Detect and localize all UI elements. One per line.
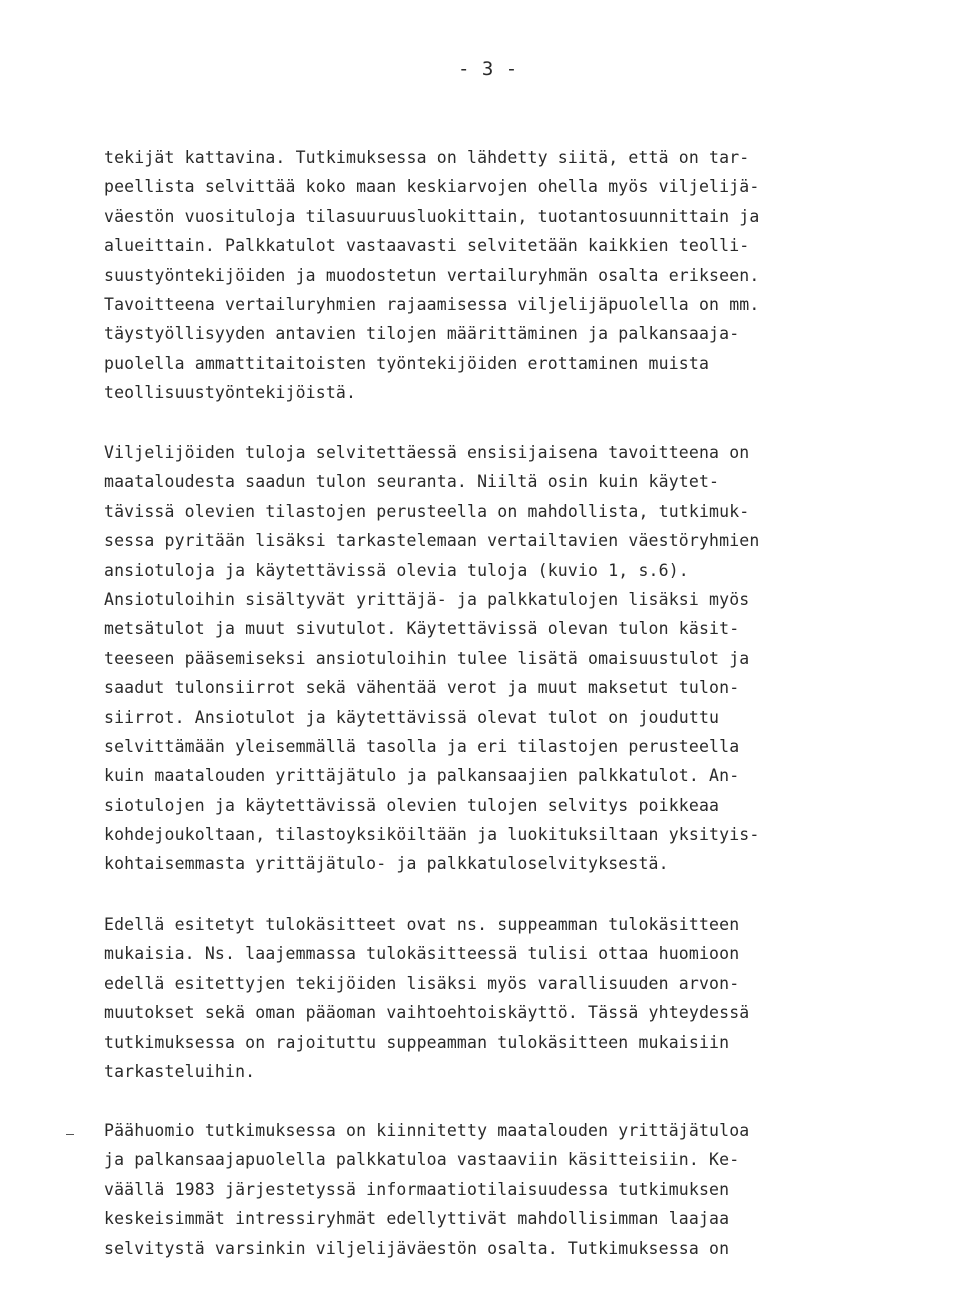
text-line: selvitystä varsinkin viljelijäväestön osalta. Tutkimuksessa on [104,1238,730,1258]
text-line: keskeisimmät intressiryhmät edellyttivät mahdollisimman laajaa [104,1209,730,1229]
text-line: tekijät kattavina. Tutkimuksessa on lähdetty siitä, että on tar- [104,148,750,167]
paragraph-2 [104,438,759,879]
text-line: tutkimuksessa on rajoituttu suppeamman tulokäsitteen mukaisiin [104,1032,730,1052]
text-line: Edellä esitetyt tulokäsitteet ovat ns. suppeamman tulokäsitteen [104,915,740,934]
text-line: peellista selvittää koko maan keskiarvojen ohella myös viljelijä- [104,177,760,197]
text-line: mukaisia. Ns. laajemmassa tulokäsitteessä tulisi ottaa huomioon [104,944,740,964]
text-line: siirrot. Ansiotulot ja käytettävissä olevat tulot on jouduttu [104,707,720,727]
paragraph-3 [104,910,749,1086]
text-line: väestön vuosituloja tilasuuruusluokittain, tuotantosuunnittain ja [104,206,760,226]
text-line: Tavoitteena vertailuryhmien rajaamisessa viljelijäpuolella on mm. [104,294,760,314]
text-line: teollisuustyöntekijöistä. [104,383,357,403]
text-line: täystyöllisyyden antavien tilojen määrittäminen ja palkansaaja- [104,324,740,344]
text-line: kuin maatalouden yrittäjätulo ja palkansaajien palkkatulot. An- [104,766,740,786]
text-line: maataloudesta saadun tulon seuranta. Niiltä osin kuin käytet- [104,472,720,492]
text-line: tävissä olevien tilastojen perusteella on mahdollista, tutkimuk- [104,501,750,521]
text-line: alueittain. Palkkatulot vastaavasti selvitetään kaikkien teolli- [104,236,750,256]
text-line: muutokset sekä oman pääoman vaihtoehtoiskäyttö. Tässä yhteydessä [104,1003,750,1023]
text-line: tarkasteluihin. [104,1061,256,1081]
text-line: Viljelijöiden tuloja selvitettäessä ensisijaisena tavoitteena on [104,443,750,462]
text-line: suustyöntekijöiden ja muodostetun vertailuryhmän osalta erikseen. [104,265,760,285]
text-line: kohtaisemmasta yrittäjätulo- ja palkkatuloselvityksestä. [104,854,669,874]
text-line: puolella ammattitaitoisten työntekijöiden erottaminen muista [104,353,710,373]
paragraph-1 [104,143,759,408]
page-number: - 3 - [458,58,518,80]
text-line: kohdejoukoltaan, tilastoyksiköiltään ja luokituksiltaan yksityis- [104,825,760,845]
text-line: Päähuomio tutkimuksessa on kiinnitetty maatalouden yrittäjätuloa [104,1121,750,1140]
text-line: saadut tulonsiirrot sekä vähentää verot ja muut maksetut tulon- [104,678,740,698]
text-line: Ansiotuloihin sisältyvät yrittäjä- ja palkkatulojen lisäksi myös [104,589,750,609]
text-line: siotulojen ja käytettävissä olevien tulojen selvitys poikkeaa [104,795,720,815]
margin-mark [66,1134,74,1135]
text-line: edellä esitettyjen tekijöiden lisäksi myös varallisuuden arvon- [104,973,740,993]
text-line: väällä 1983 järjestetyssä informaatiotilaisuudessa tutkimuksen [104,1179,730,1199]
paragraph-4 [104,1116,749,1263]
text-line: ja palkansaajapuolella palkkatuloa vastaaviin käsitteisiin. Ke- [104,1150,740,1170]
text-line: teeseen pääsemiseksi ansiotuloihin tulee lisätä omaisuustulot ja [104,648,750,668]
text-line: selvittämään yleisemmällä tasolla ja eri tilastojen perusteella [104,736,740,756]
text-line: sessa pyritään lisäksi tarkastelemaan vertailtavien väestöryhmien [104,531,760,551]
text-line: metsätulot ja muut sivutulot. Käytettävissä olevan tulon käsit- [104,619,740,639]
text-line: ansiotuloja ja käytettävissä olevia tuloja (kuvio 1, s.6). [104,560,689,580]
